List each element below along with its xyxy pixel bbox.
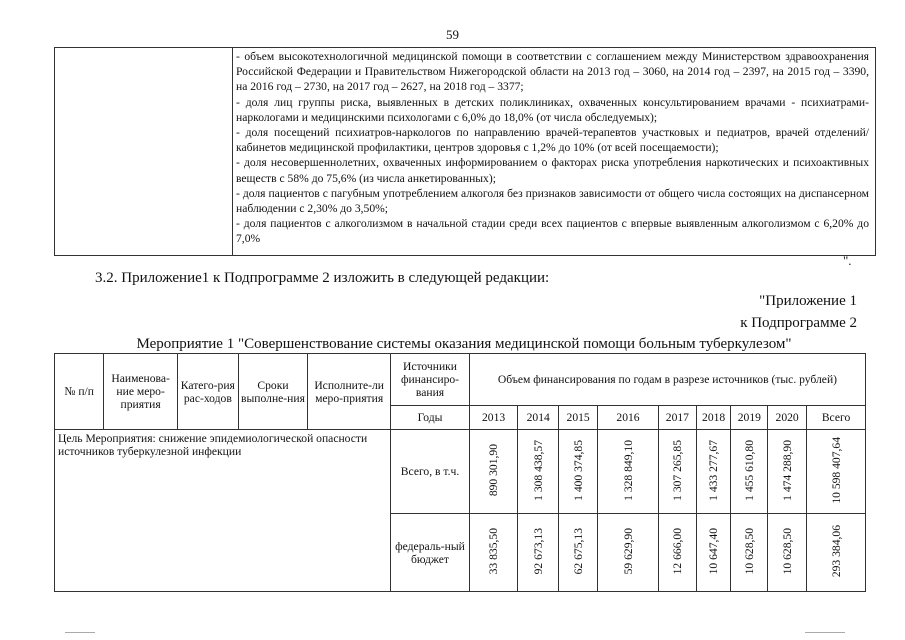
value-cell — [518, 430, 559, 514]
indicator-item: - объем высокотехнологичной медицинской помощи в соответствии с соглашением между Министерством здравоохранения Российской Федерации и Правительством Нижегородской области на 2013 год – 3060, на 2014 год – 2397, на 2015 год – 3390, на 2016 год – 2730, на 2017 год – 2627, на 2018 год – 3377; — [236, 50, 869, 94]
header-year: 2016 — [598, 406, 659, 430]
value-cell — [696, 514, 731, 592]
value-cell — [731, 430, 768, 514]
value-text: 1 474 288,90 — [780, 439, 794, 501]
indicator-item: - доля лиц группы риска, выявленных в детских поликлиниках, охваченных консультированием врачами - психиатрами-наркологами и медицинскими психологами с 6,0% до 18,0% (от числа обследуемых); — [236, 95, 869, 124]
header-year: 2015 — [559, 406, 598, 430]
header-num: № п/п — [55, 354, 104, 430]
value-text: 62 675,13 — [571, 527, 585, 575]
appendix-title: "Приложение 1 — [759, 293, 857, 309]
closing-quote: ". — [843, 253, 852, 268]
value-text: 1 455 610,80 — [742, 439, 756, 501]
table-row — [55, 430, 866, 514]
table-title: Мероприятие 1 "Совершенствование системы оказания медицинской помощи больным туберкулезом" — [136, 336, 792, 352]
header-name: Наименова-ние меро-приятия — [104, 354, 178, 430]
header-volume: Объем финансирования по годам в разрезе источников (тыс. рублей) — [469, 354, 865, 406]
scan-mark-left — [65, 632, 95, 633]
continuation-left-column — [55, 48, 233, 255]
header-year: 2017 — [658, 406, 696, 430]
value-cell — [598, 514, 659, 592]
indicator-item: - доля посещений психиатров-наркологов по направлению врачей-терапевтов участковых и педиатров, врачей отделений/кабинетов медицинской профилактики, центров здоровья с 1,2% до 10% (от всей посещаемости); — [236, 126, 869, 155]
header-category: Катего-рия рас-ходов — [177, 354, 238, 430]
header-year: 2013 — [469, 406, 517, 430]
page-number: 59 — [446, 27, 459, 42]
value-text: 10 628,50 — [780, 527, 794, 575]
continuation-text — [236, 49, 869, 247]
value-text: 59 629,90 — [621, 527, 635, 575]
indicator-item: - доля пациентов с пагубным употреблением алкоголя без признаков зависимости от общего числа состоящих на диспансерном наблюдении с 2,30% до 3,50%; — [236, 186, 869, 216]
row-label: федераль-ный бюджет — [391, 514, 470, 592]
header-year: 2020 — [768, 406, 807, 430]
header-sources: Источники финансиро-вания — [391, 354, 470, 406]
value-text: 890 301,90 — [487, 443, 501, 497]
header-executor: Исполните-ли меро-приятия — [308, 354, 391, 430]
indicator-item: - доля несовершеннолетних, охваченных информированием о факторах риска употребления наркотических и психоактивных веществ с 58% до 75,6% (из числа анкетированных); — [236, 156, 869, 185]
value-text: 10 647,40 — [707, 527, 721, 575]
value-cell — [559, 514, 598, 592]
indicator-item: - доля пациентов с алкоголизмом в начальной стадии среди всех пациентов с впервые выявленным алкоголизмом с 6,20% до 7,0% — [236, 217, 869, 246]
value-text: 293 384,06 — [829, 524, 843, 578]
value-cell — [658, 514, 696, 592]
section-heading: 3.2. Приложение1 к Подпрограмме 2 изложить в следующей редакции: — [95, 270, 550, 286]
row-label: Всего, в т.ч. — [391, 430, 470, 514]
value-text: 1 307 265,85 — [670, 439, 684, 501]
header-terms: Сроки выполне-ния — [238, 354, 307, 430]
scan-mark-right — [805, 632, 845, 633]
value-cell — [768, 514, 807, 592]
value-text: 33 835,50 — [487, 527, 501, 575]
appendix-subtitle: к Подпрограмме 2 — [740, 315, 857, 331]
continuation-table — [54, 47, 876, 256]
value-cell — [559, 430, 598, 514]
value-text: 12 666,00 — [670, 527, 684, 575]
value-cell — [658, 430, 696, 514]
value-text: 10 628,50 — [742, 527, 756, 575]
value-cell — [598, 430, 659, 514]
financing-table — [54, 353, 866, 592]
value-cell — [731, 514, 768, 592]
value-cell — [807, 430, 866, 514]
value-text: 92 673,13 — [531, 527, 545, 575]
value-text: 1 308 438,57 — [531, 439, 545, 501]
value-text: 10 598 407,64 — [829, 436, 843, 504]
header-year: 2019 — [731, 406, 768, 430]
goal-text: Цель Мероприятия: снижение эпидемиологической опасности источников туберкулезной инфекции — [55, 430, 391, 592]
header-year: 2018 — [696, 406, 731, 430]
value-cell — [469, 430, 517, 514]
value-cell — [696, 430, 731, 514]
header-year-total: Всего — [807, 406, 866, 430]
value-text: 1 328 849,10 — [621, 439, 635, 501]
value-text: 1 400 374,85 — [571, 439, 585, 501]
value-cell — [469, 514, 517, 592]
value-text: 1 433 277,67 — [707, 439, 721, 501]
header-year: 2014 — [518, 406, 559, 430]
value-cell — [807, 514, 866, 592]
value-cell — [518, 514, 559, 592]
header-years-label: Годы — [391, 406, 470, 430]
value-cell — [768, 430, 807, 514]
